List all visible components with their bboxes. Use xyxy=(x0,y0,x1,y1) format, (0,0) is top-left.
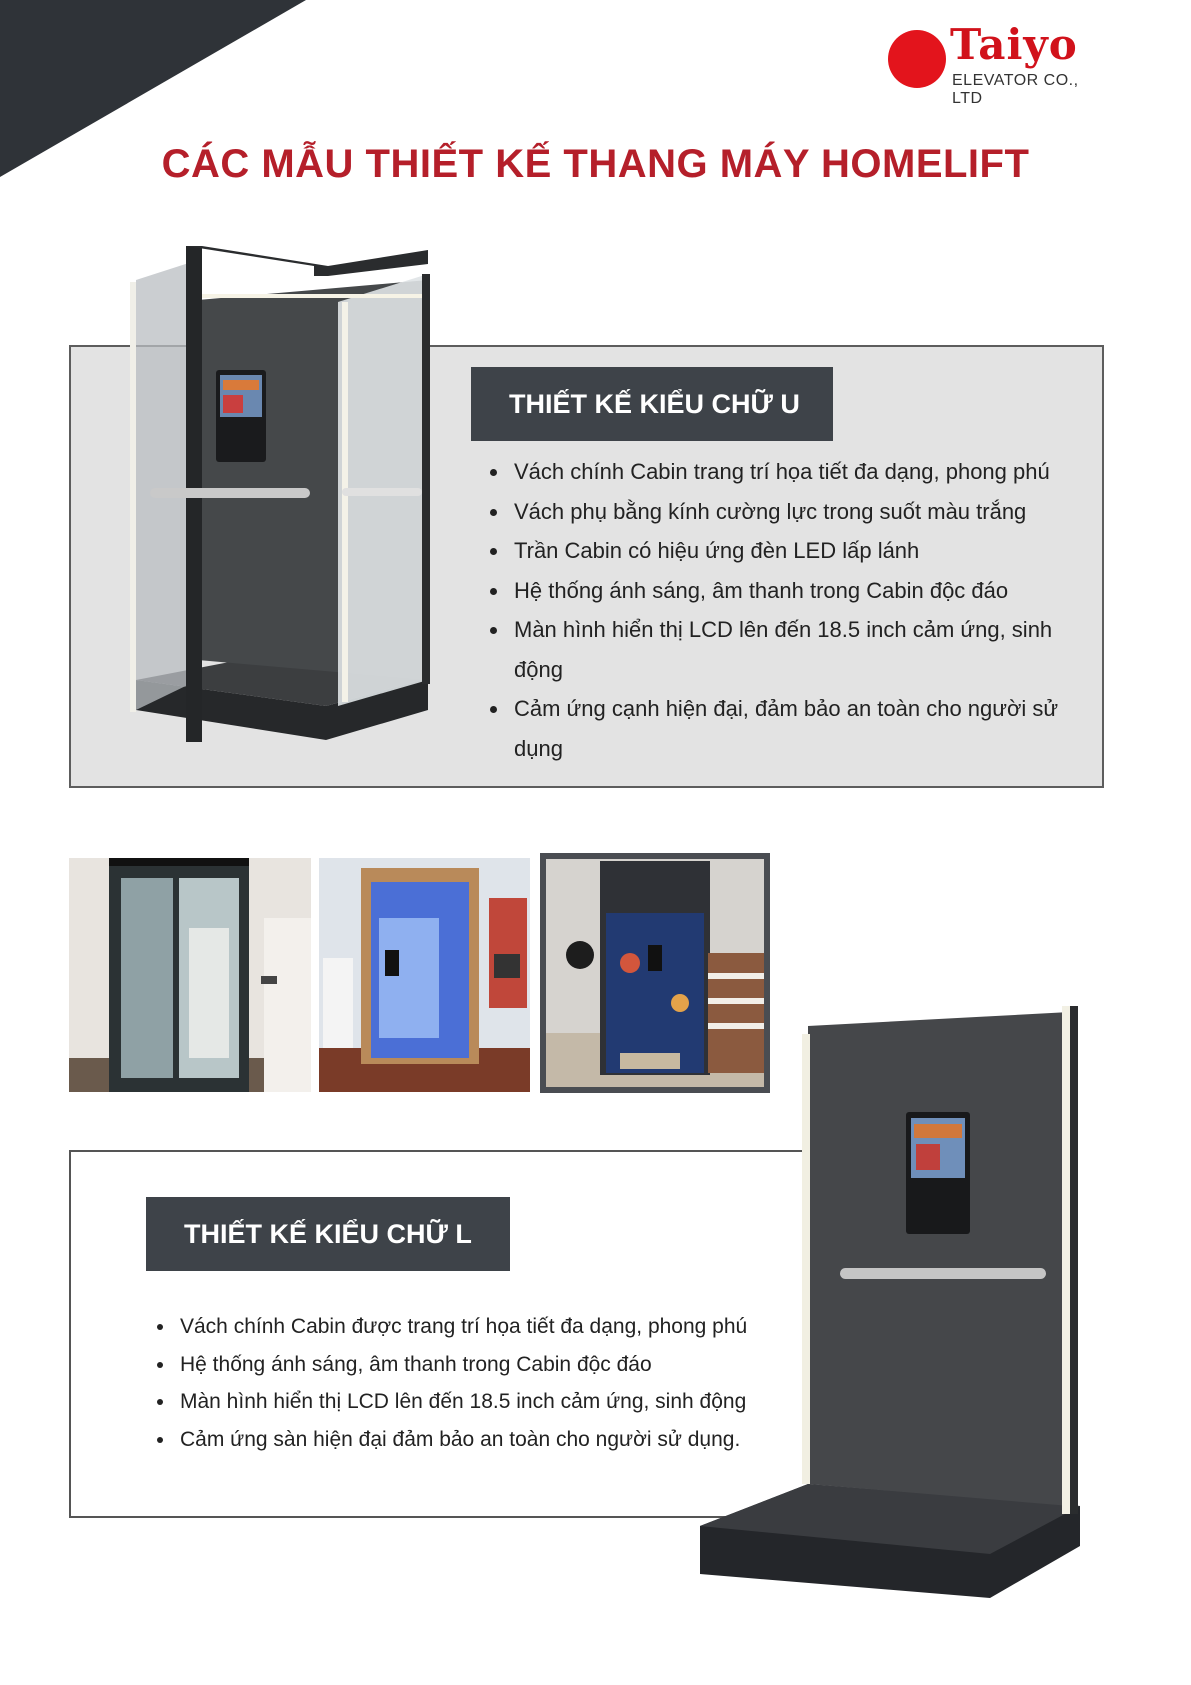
page-title: CÁC MẪU THIẾT KẾ THANG MÁY HOMELIFT xyxy=(161,142,1030,186)
u-cabin-image xyxy=(128,240,438,760)
brand-subtitle: ELEVATOR CO., LTD xyxy=(952,72,1079,107)
list-item: • Vách chính Cabin được trang trí họa tiết đa dạng, phong phú xyxy=(176,1308,826,1346)
u-design-heading: THIẾT KẾ KIỂU CHỮ U xyxy=(471,367,833,441)
u-feature-list xyxy=(488,452,1100,768)
brand-name: Taiyo xyxy=(950,20,1078,69)
list-item: • Vách chính Cabin trang trí họa tiết đa dạng, phong phú xyxy=(510,452,1100,492)
list-item: • Màn hình hiển thị LCD lên đến 18.5 inch cảm ứng, sinh động xyxy=(176,1383,826,1421)
list-item: • Hệ thống ánh sáng, âm thanh trong Cabin độc đáo xyxy=(510,571,1100,611)
company-logo xyxy=(888,20,1108,107)
installation-photo-2 xyxy=(319,858,530,1092)
installation-photo-1 xyxy=(69,858,311,1092)
list-item: • Hệ thống ánh sáng, âm thanh trong Cabin độc đáo xyxy=(176,1346,826,1384)
list-item: • Vách phụ bằng kính cường lực trong suốt màu trắng xyxy=(510,492,1100,532)
l-design-heading: THIẾT KẾ KIỂU CHỮ L xyxy=(146,1197,510,1271)
list-item: • Màn hình hiển thị LCD lên đến 18.5 inch cảm ứng, sinh động xyxy=(510,610,1100,689)
list-item: • Cảm ứng sàn hiện đại đảm bảo an toàn cho người sử dụng. xyxy=(176,1421,826,1459)
list-item: • Cảm ứng cạnh hiện đại, đảm bảo an toàn cho người sử dụng xyxy=(510,689,1100,768)
red-sun-icon xyxy=(888,30,946,88)
list-item: • Trần Cabin có hiệu ứng đèn LED lấp lánh xyxy=(510,531,1100,571)
l-cabin-image xyxy=(690,1006,1090,1606)
